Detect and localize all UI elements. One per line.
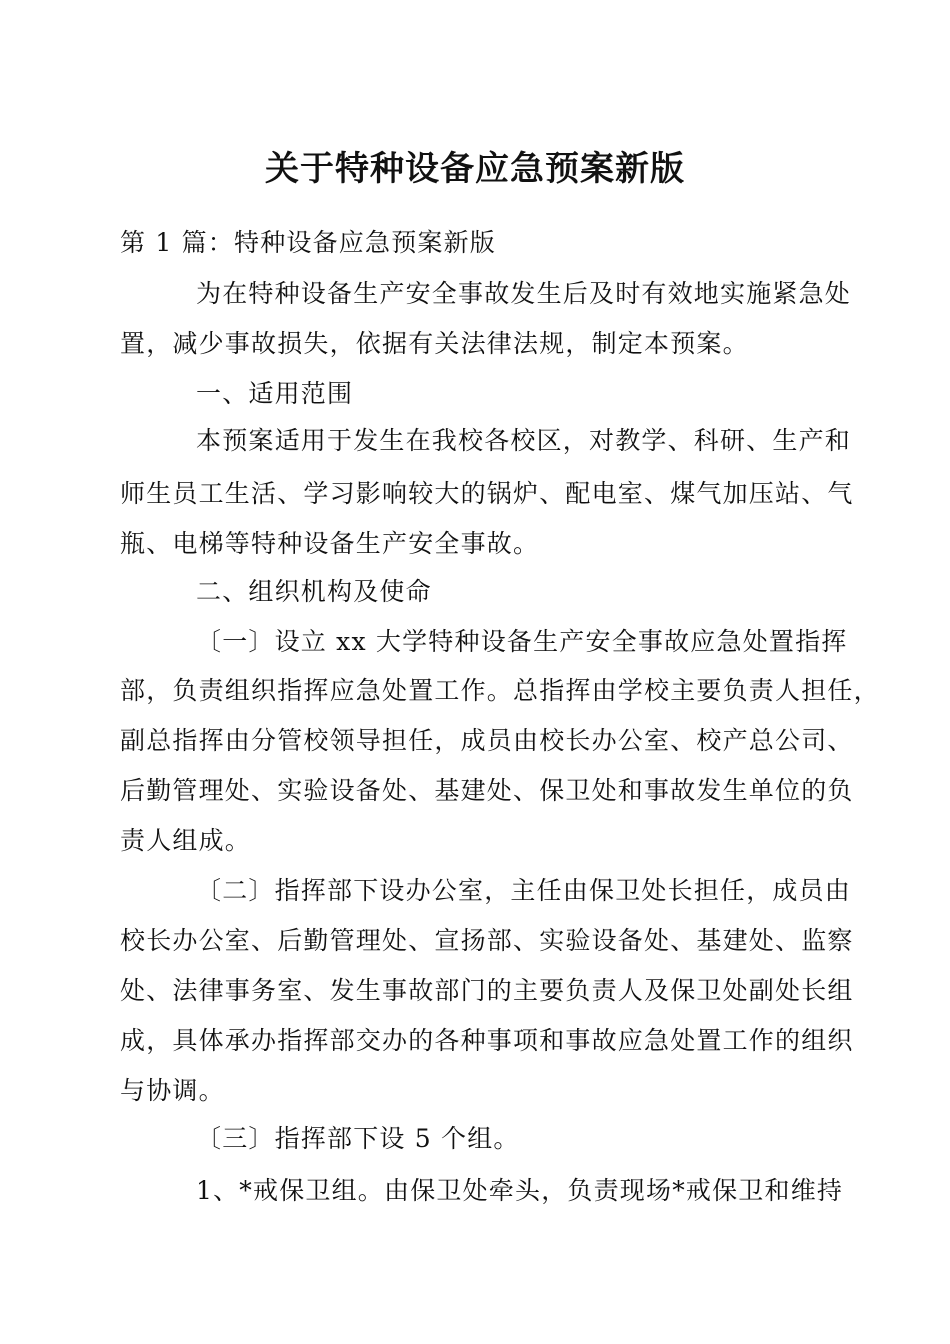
paragraph-line: 成，具体承办指挥部交办的各种事项和事故应急处置工作的组织 bbox=[120, 1026, 854, 1055]
paragraph-line: 瓶、电梯等特种设备生产安全事故。 bbox=[120, 529, 540, 558]
paragraph-line: 后勤管理处、实验设备处、基建处、保卫处和事故发生单位的负 bbox=[120, 776, 854, 805]
paragraph-line: 〔三〕指挥部下设 5 个组。 bbox=[196, 1124, 520, 1153]
paragraph-line: 置，减少事故损失，依据有关法律法规，制定本预案。 bbox=[120, 329, 749, 358]
paragraph-line: 师生员工生活、学习影响较大的锅炉、配电室、煤气加压站、气 bbox=[120, 479, 854, 508]
paragraph-line: 〔一〕设立 xx 大学特种设备生产安全事故应急处置指挥 bbox=[196, 627, 848, 656]
document-title: 关于特种设备应急预案新版 bbox=[265, 149, 685, 189]
paragraph-line: 校长办公室、后勤管理处、宣扬部、实验设备处、基建处、监察 bbox=[120, 926, 854, 955]
paragraph-line: 副总指挥由分管校领导担任，成员由校长办公室、校产总公司、 bbox=[120, 726, 854, 755]
section-heading: 第 1 篇：特种设备应急预案新版 bbox=[120, 228, 497, 257]
subheading: 一、适用范围 bbox=[196, 379, 354, 408]
paragraph-line: 本预案适用于发生在我校各校区，对教学、科研、生产和 bbox=[196, 426, 852, 455]
paragraph-line: 处、法律事务室、发生事故部门的主要负责人及保卫处副处长组 bbox=[120, 976, 854, 1005]
paragraph-line: 与协调。 bbox=[120, 1076, 225, 1105]
subheading: 二、组织机构及使命 bbox=[196, 577, 432, 606]
paragraph-line: 为在特种设备生产安全事故发生后及时有效地实施紧急处 bbox=[196, 279, 852, 308]
paragraph-line: 责人组成。 bbox=[120, 826, 252, 855]
paragraph-line: 1、*戒保卫组。由保卫处牵头，负责现场*戒保卫和维持 bbox=[196, 1176, 844, 1205]
paragraph-line: 部，负责组织指挥应急处置工作。总指挥由学校主要负责人担任， bbox=[120, 676, 880, 705]
paragraph-line: 〔二〕指挥部下设办公室，主任由保卫处长担任，成员由 bbox=[196, 876, 852, 905]
